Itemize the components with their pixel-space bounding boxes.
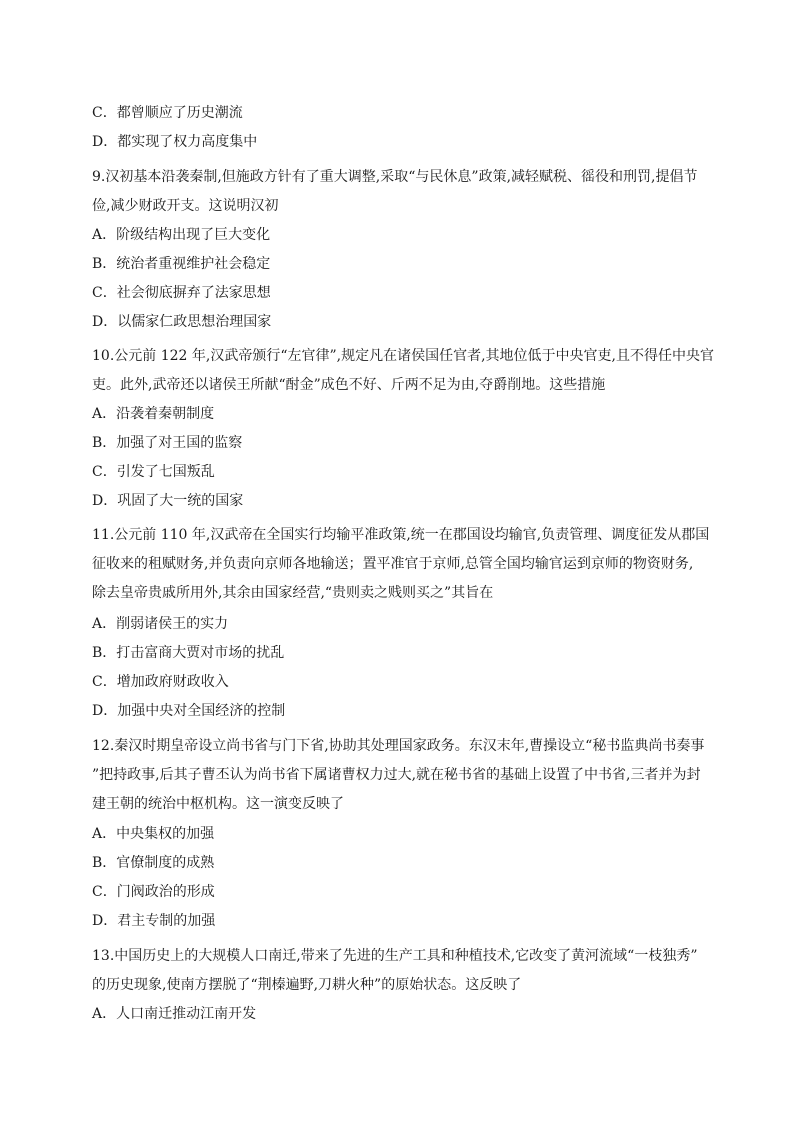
option-line: B．统治者重视维护社会稳定: [92, 256, 271, 272]
question-text: ”把持政事,后其子曹丕认为尚书省下属诸曹权力过大,就在秘书省的基础上设置了中书省,三者并为封: [92, 767, 701, 783]
option-line: B．加强了对王国的监察: [92, 435, 243, 451]
option-line: D．都实现了权力高度集中: [92, 134, 258, 150]
option-line: B．打击富商大贾对市场的扰乱: [92, 645, 285, 661]
option-line: A．沿袭着秦朝制度: [92, 406, 215, 422]
question-text: 俭,减少财政开支。这说明汉初: [92, 198, 279, 214]
option-line: C．增加政府财政收入: [92, 674, 229, 690]
option-line: D．君主专制的加强: [92, 913, 216, 929]
option-line: A．削弱诸侯王的实力: [92, 616, 229, 632]
option-line: D．加强中央对全国经济的控制: [92, 703, 286, 719]
option-line: A．中央集权的加强: [92, 826, 215, 842]
question-text: 吏。此外,武帝还以诸侯王所献“酎金”成色不好、斤两不足为由,夺爵削地。这些措施: [92, 377, 606, 393]
option-line: A．人口南迁推动江南开发: [92, 1006, 257, 1022]
question-text: 9.汉初基本沿袭秦制,但施政方针有了重大调整,采取“与民休息”政策,减轻赋税、徭役和刑罚,提倡节: [92, 169, 698, 185]
option-line: A．阶级结构出现了巨大变化: [92, 227, 271, 243]
option-line: B．官僚制度的成熟: [92, 855, 215, 871]
option-line: C．引发了七国叛乱: [92, 464, 215, 480]
option-line: C．门阀政治的形成: [92, 884, 215, 900]
option-line: D．巩固了大一统的国家: [92, 493, 244, 509]
option-line: D．以儒家仁政思想治理国家: [92, 314, 272, 330]
question-text: 11.公元前 110 年,汉武帝在全国实行均输平准政策,统一在郡国设均输官,负责管理、调度征发从郡国: [92, 527, 710, 543]
option-line: C．都曾顺应了历史潮流: [92, 105, 243, 121]
question-text: 建王朝的统治中枢机构。这一演变反映了: [92, 796, 344, 812]
question-text: 12.秦汉时期皇帝设立尚书省与门下省,协助其处理国家政务。东汉末年,曹操设立“秘书监典尚书奏事: [92, 738, 705, 754]
question-text: 的历史现象,使南方摆脱了“荆榛遍野,刀耕火种”的原始状态。这反映了: [92, 977, 522, 993]
question-text: 10.公元前 122 年,汉武帝颁行“左官律”,规定凡在诸侯国任官者,其地位低于中央官吏,且不得任中央官: [92, 348, 714, 364]
question-text: 13.中国历史上的大规模人口南迁,带来了先进的生产工具和种植技术,它改变了黄河流域“一枝独秀”: [92, 948, 698, 964]
question-text: 征收来的租赋财务,并负责向京师各地输送；置平准官于京师,总管全国均输官运到京师的物资财务,: [92, 556, 694, 572]
question-text: 除去皇帝贵戚所用外,其余由国家经营,“贵则卖之贱则买之”其旨在: [92, 585, 494, 601]
option-line: C．社会彻底摒弃了法家思想: [92, 285, 271, 301]
